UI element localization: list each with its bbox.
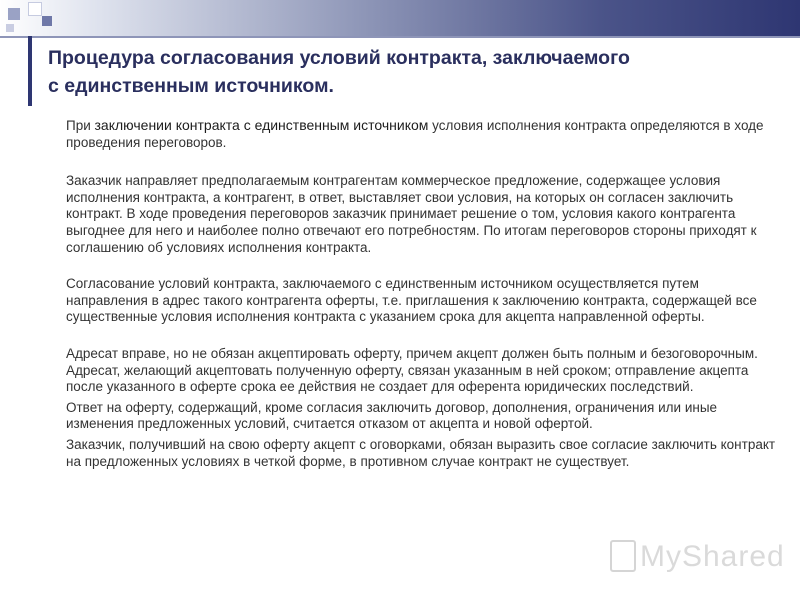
decor-square: [8, 8, 20, 20]
header-band: [0, 0, 800, 36]
paragraph-reservations: Заказчик, получивший на свою оферту акцепт с оговорками, обязан выразить свое согласие заключить контракт на предложенных условиях в четкой форме, в противном случае контракт не существует.: [66, 436, 776, 469]
intro-emphasis: заключении контракта с единственным источником: [94, 117, 429, 133]
paragraph-offer: Согласование условий контракта, заключаемого с единственным источником осуществляется путем направления в адрес такого контрагента оферты, т.е. приглашения к заключению контракта, содержащей все существенные условия исполнения контракта с указанием срока для акцепта направленной оферты.: [66, 276, 757, 325]
intro-rest: условия исполнения контракта определяются в ходе проведения переговоров.: [66, 118, 764, 150]
paragraph-acceptance: Адресат вправе, но не обязан акцептировать оферту, причем акцепт должен быть полным и безоговорочным. Адресат, желающий акцептовать полученную оферту, связан указанным в ней сроком; отправление акцепта после указанного в оферте срока ее действия не создает для оферента юридических последствий.: [66, 345, 758, 395]
watermark-text: MyShared: [640, 540, 785, 573]
slide-title: [48, 44, 768, 100]
header-rule: [0, 36, 800, 38]
title-line-1: Процедура согласования условий контракта, заключаемого: [48, 47, 630, 69]
decor-square: [6, 24, 14, 32]
title-line-2: с единственным источником.: [48, 75, 334, 97]
paragraph-counteroffer: Ответ на оферту, содержащий, кроме согласия заключить договор, дополнения, ограничения или иные изменения предложенных условий, считается отказом от акцепта и новой офертой.: [66, 399, 718, 432]
decor-square: [42, 16, 52, 26]
slide-body: [66, 117, 776, 474]
watermark-logo: [610, 540, 785, 576]
title-accent-bar: [28, 36, 32, 106]
paragraph-negotiation: Заказчик направляет предполагаемым контрагентам коммерческое предложение, содержащее условия исполнения контракта, а контрагент, в ответ, выставляет свои условия, на которых он согласен заключить контракт. В ходе проведения переговоров заказчик принимает решение о том, условия какого контрагента выгоднее для него и наиболее полно отвечают его потребностям. По итогам переговоров стороны приходят к соглашению об условиях исполнения контракта.: [66, 173, 757, 255]
decor-square: [28, 2, 42, 16]
intro-paragraph: [66, 117, 776, 151]
intro-prefix: При: [66, 118, 95, 133]
